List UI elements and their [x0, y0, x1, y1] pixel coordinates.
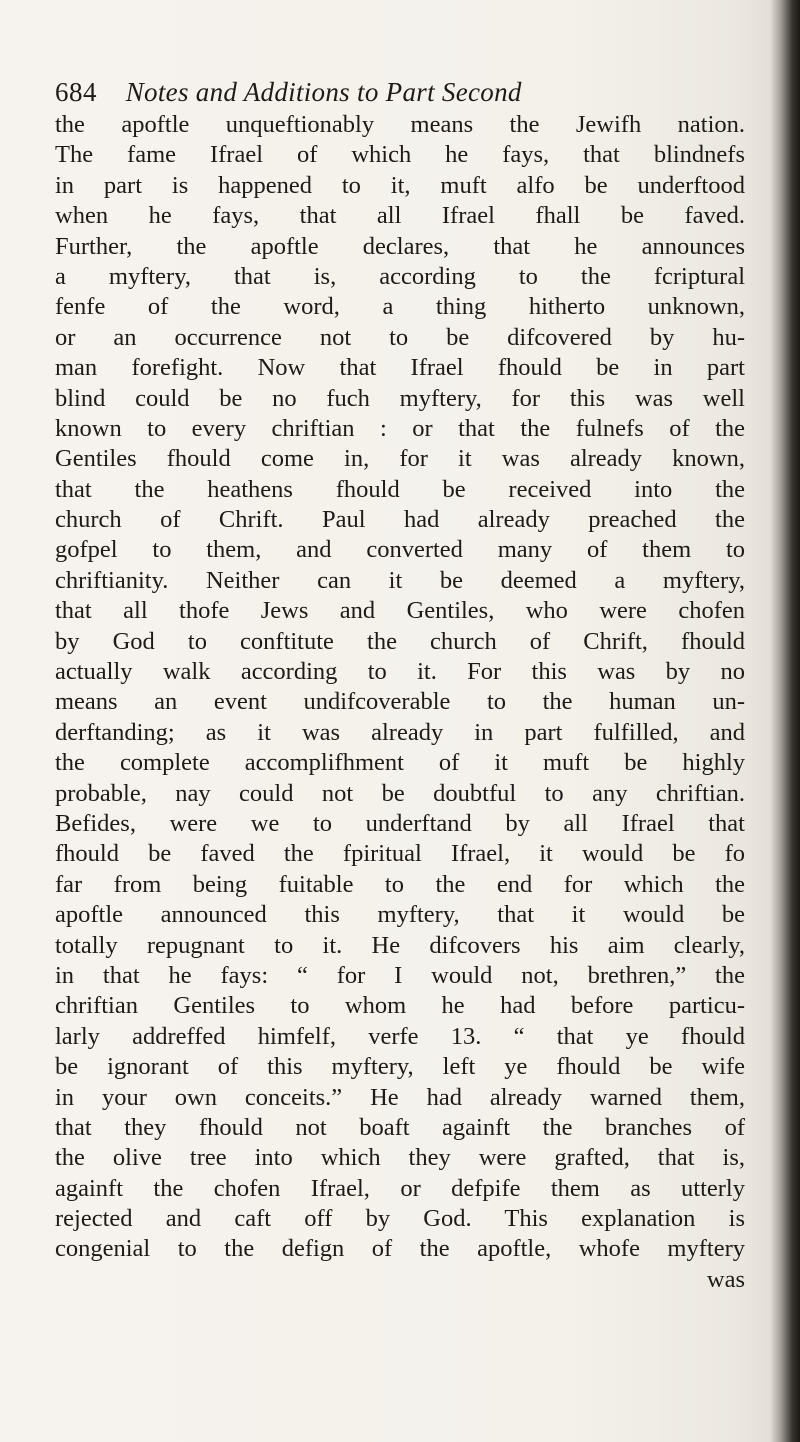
text-line: fenfe of the word, a thing hitherto unknown, — [55, 293, 745, 321]
text-line: church of Chrift. Paul had already preached the — [55, 506, 745, 534]
text-line: chriftian Gentiles to whom he had before particu- — [55, 992, 745, 1020]
text-line: larly addreffed himfelf, verfe 13. “ that ye fhould — [55, 1022, 745, 1050]
text-line: blind could be no fuch myftery, for this was well — [55, 384, 745, 412]
text-line: chriftianity. Neither can it be deemed a myftery, — [55, 566, 745, 594]
text-line: totally repugnant to it. He difcovers his aim clearly, — [55, 931, 745, 959]
text-line: a myftery, that is, according to the fcriptural — [55, 262, 745, 290]
catchword: was — [706, 1265, 745, 1293]
text-line: that the heathens fhould be received into the — [55, 475, 745, 503]
text-line: means an event undifcoverable to the human un- — [55, 688, 745, 716]
text-line: againft the chofen Ifrael, or defpife them as utterly — [55, 1174, 745, 1202]
text-line: Befides, were we to underftand by all Ifrael that — [55, 809, 745, 837]
text-line: rejected and caft off by God. This explanation is — [55, 1205, 745, 1233]
text-line: that they fhould not boaft againft the branches of — [55, 1113, 745, 1141]
page-number: 684 — [55, 77, 97, 107]
text-line: or an occurrence not to be difcovered by hu- — [55, 323, 745, 351]
text-line: in your own conceits.” He had already warned them, — [55, 1083, 745, 1111]
text-line: known to every chriftian : or that the fulnefs of the — [55, 414, 745, 442]
text-line: fhould be faved the fpiritual Ifrael, it would be fo — [55, 840, 745, 868]
text-line: Further, the apoftle declares, that he announces — [55, 232, 745, 260]
text-line: The fame Ifrael of which he fays, that blindnefs — [55, 141, 745, 169]
text-line: probable, nay could not be doubtful to any chriftian. — [55, 779, 745, 807]
text-line: in that he fays: “ for I would not, brethren,” the — [55, 961, 745, 989]
text-line: congenial to the defign of the apoftle, whofe myftery — [55, 1235, 745, 1263]
text-line: the apoftle unqueftionably means the Jewifh nation. — [55, 111, 745, 138]
text-line: actually walk according to it. For this was by no — [55, 658, 745, 686]
text-line: far from being fuitable to the end for which the — [55, 870, 745, 898]
text-line: by God to conftitute the church of Chrift, fhould — [55, 627, 745, 655]
text-line: that all thofe Jews and Gentiles, who were chofen — [55, 597, 745, 625]
page-binding-edge — [770, 0, 800, 1442]
text-line: when he fays, that all Ifrael fhall be faved. — [55, 202, 745, 230]
text-line: gofpel to them, and converted many of them to — [55, 536, 745, 564]
running-title: Notes and Additions to Part Second — [125, 77, 522, 107]
text-line: apoftle announced this myftery, that it would be — [55, 901, 745, 929]
text-line: Gentiles fhould come in, for it was already known, — [55, 445, 745, 473]
body-text — [55, 110, 745, 1295]
text-line: in part is happened to it, muft alfo be underftood — [55, 171, 745, 199]
text-line: the complete accomplifhment of it muft be highly — [55, 749, 745, 777]
text-line: man forefight. Now that Ifrael fhould be in part — [55, 354, 745, 382]
text-line: the olive tree into which they were grafted, that is, — [55, 1144, 745, 1172]
page-header — [55, 72, 715, 112]
text-line: be ignorant of this myftery, left ye fhould be wife — [55, 1053, 745, 1081]
text-line: derftanding; as it was already in part fulfilled, and — [55, 718, 745, 746]
